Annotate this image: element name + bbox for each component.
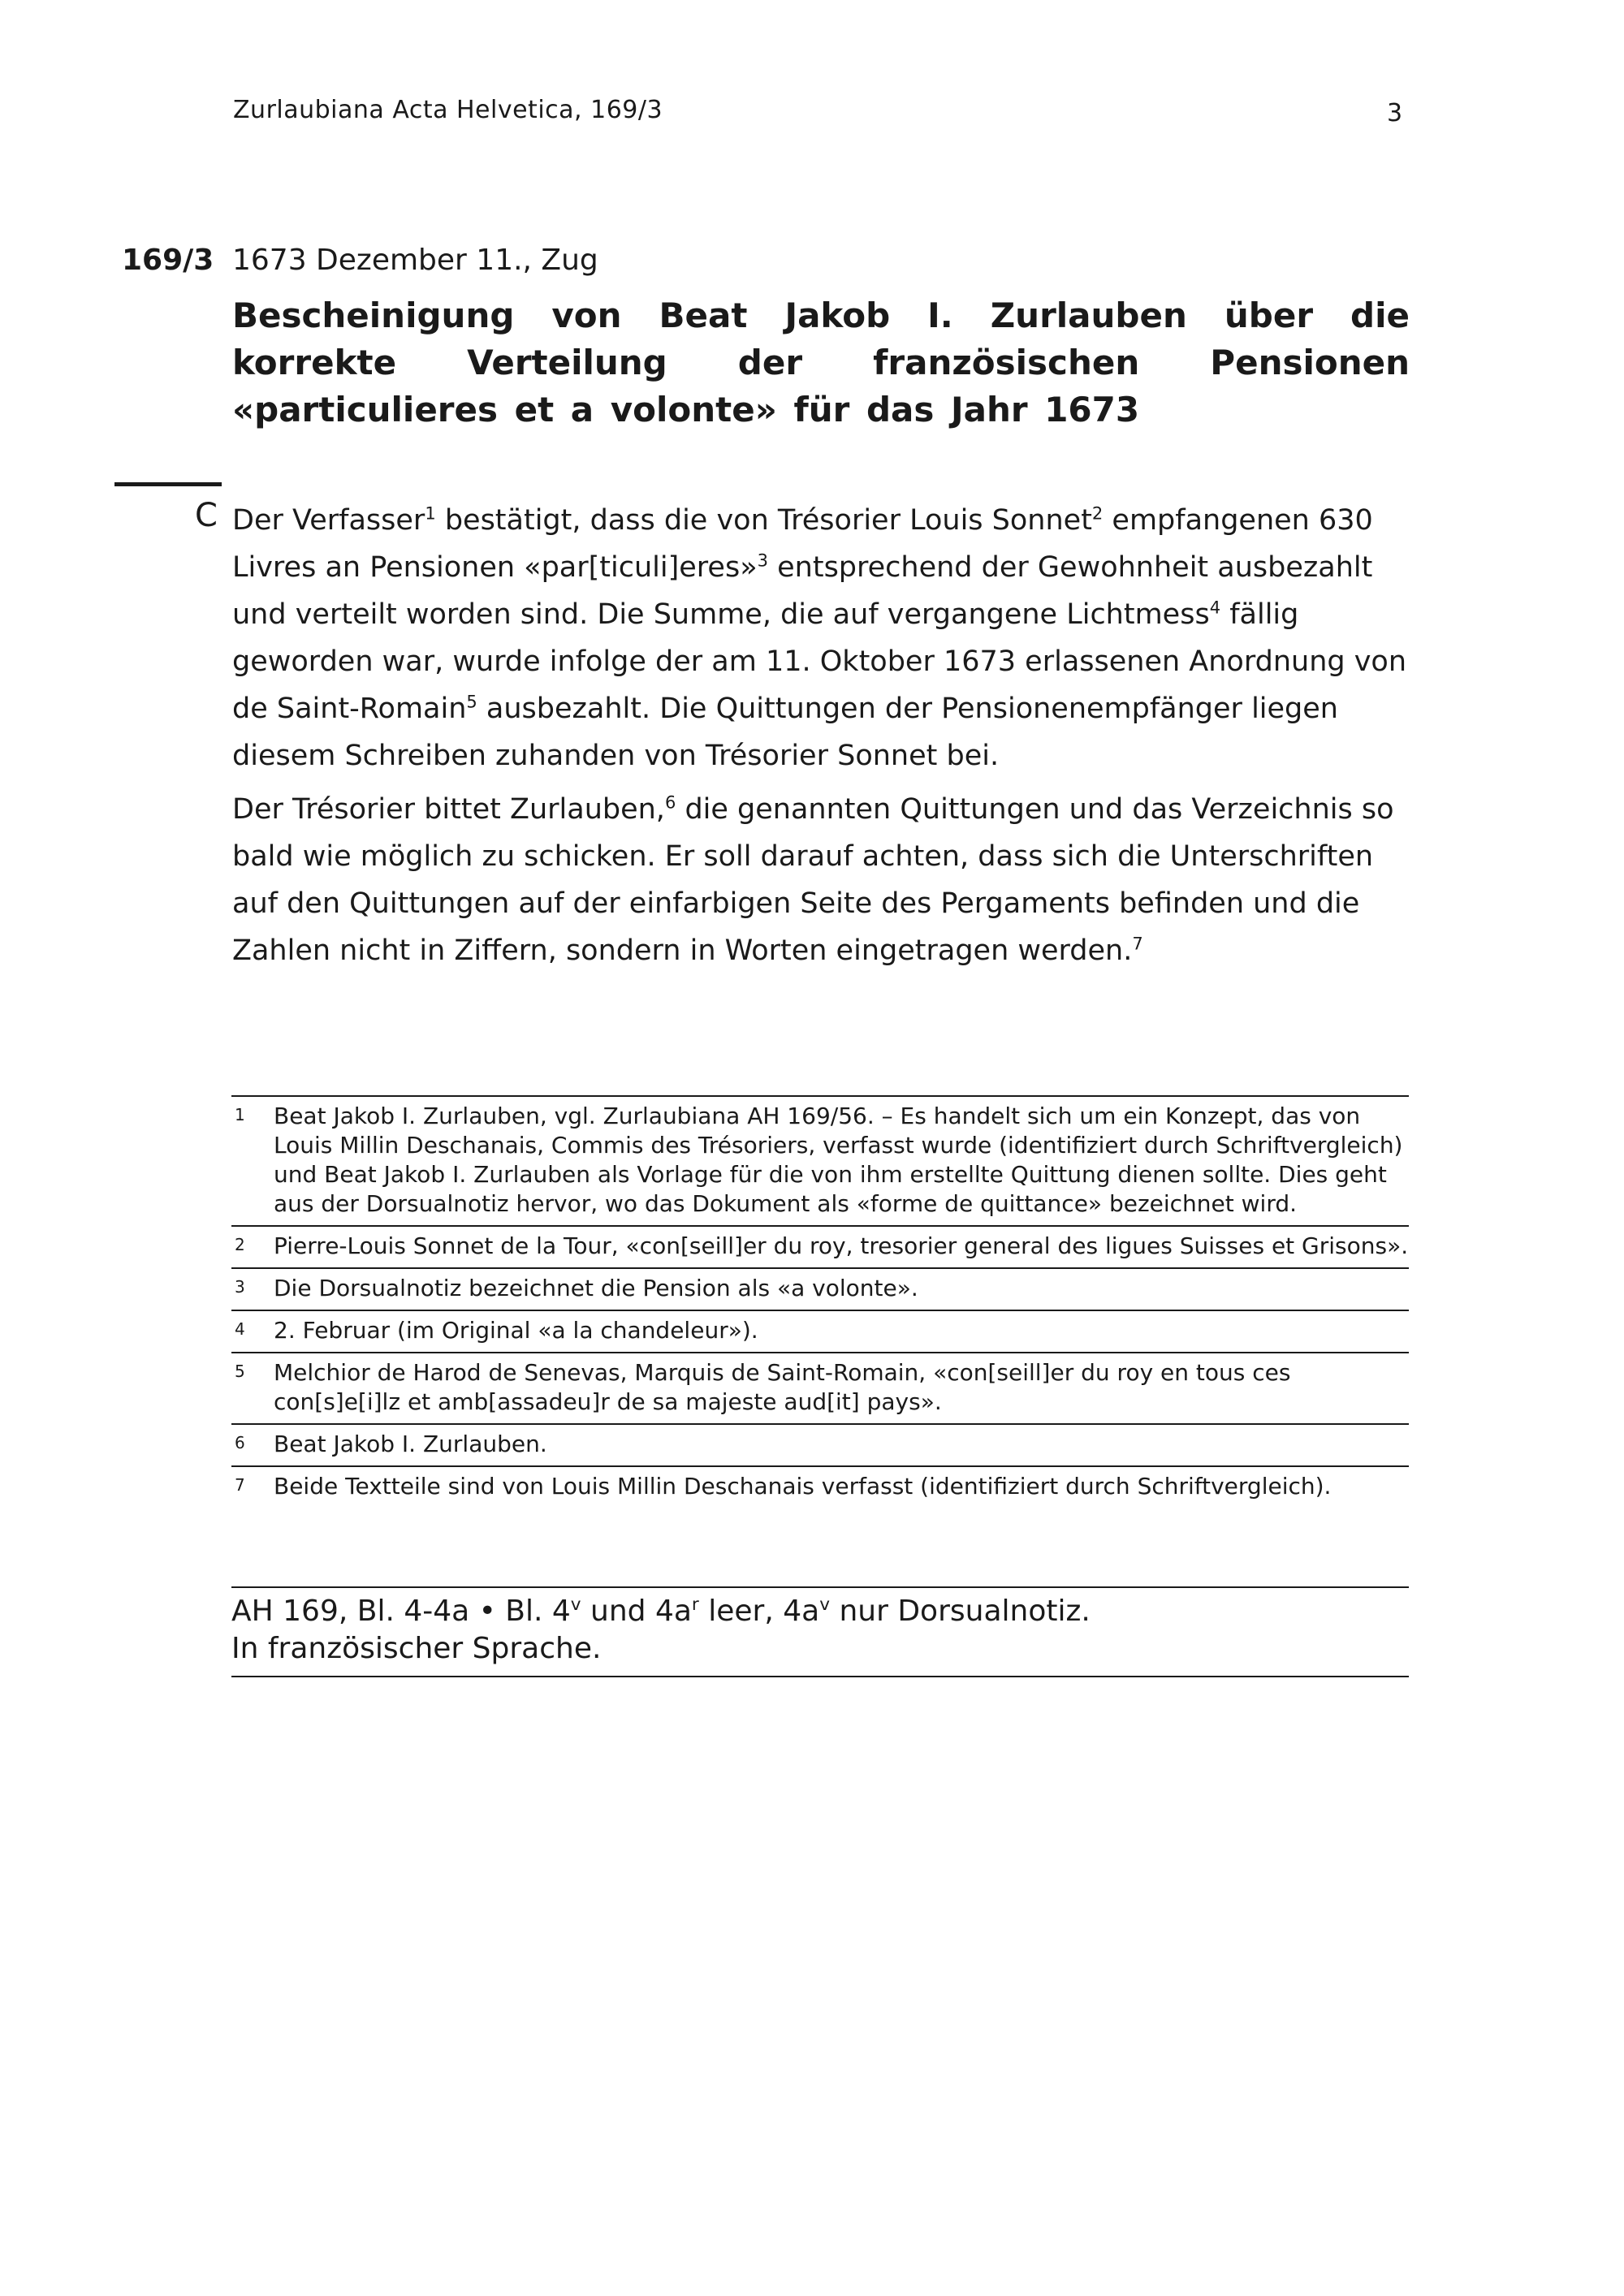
body-text-segment: fällig geworden war, wurde infolge der am 11. Oktober 1673 erlassenen Anordnung von de Saint-Romain (232, 598, 1407, 725)
footnote (231, 1352, 1409, 1423)
footnote-text: Beide Textteile sind von Louis Millin Deschanais verfasst (identifiziert durch Schriftvergleich). (274, 1473, 1332, 1500)
body-text-segment: entsprechend der Gewohnheit ausbezahlt und verteilt worden sind. Die Summe, die auf vergangene Lichtmess (232, 551, 1373, 631)
body-text-segment: bestätigt, dass die von Trésorier Louis Sonnet (435, 504, 1092, 537)
body-text-segment: ausbezahlt. Die Quittungen der Pensionenempfänger liegen diesem Schreiben zuhanden von Trésorier Sonnet bei. (232, 693, 1338, 772)
body-paragraph-2 (232, 786, 1410, 974)
footnote-number: 2 (235, 1235, 245, 1254)
entry-id: 169/3 (122, 244, 214, 277)
source-text: und 4a (581, 1595, 692, 1628)
footnote-number: 4 (235, 1319, 245, 1339)
footnote-number: 6 (235, 1433, 245, 1452)
footnote-number: 7 (235, 1475, 245, 1495)
footnote (231, 1423, 1409, 1465)
footnote-ref: 4 (1209, 598, 1221, 618)
page-number: 3 (1387, 99, 1403, 127)
footnote-number: 1 (235, 1105, 245, 1124)
source-text: leer, 4a (698, 1595, 820, 1628)
footnote-ref: 6 (664, 792, 676, 813)
footnote-text: Melchior de Harod de Senevas, Marquis de Saint-Romain, «con[seill]er du roy en tous ces con[s]e[i]lz et amb[assadeu]r de sa majeste aud[it] pays». (274, 1359, 1291, 1415)
section-rule (114, 482, 222, 486)
body-paragraph-1 (232, 497, 1410, 779)
footnote-ref: 1 (425, 503, 436, 524)
folio-side: v (570, 1595, 581, 1615)
footnote-number: 3 (235, 1277, 245, 1297)
body-text-segment: empfangenen 630 Livres an Pensionen «par[ticuli]eres» (232, 504, 1373, 584)
entry-date: 1673 Dezember 11., Zug (232, 244, 598, 277)
footnote-text: Beat Jakob I. Zurlauben, vgl. Zurlaubiana AH 169/56. – Es handelt sich um ein Konzept, das von Louis Millin Deschanais, Commis des Trésoriers, verfasst wurde (identifiziert durch Schriftvergleich) und Beat Jakob I. Zurlauben als Vorlage für die von ihm erstellte Quittung dienen sollte. Dies geht aus der Dorsualnotiz hervor, wo das Dokument als «forme de quittance» bezeichnet wird. (274, 1103, 1403, 1217)
footnote (231, 1225, 1409, 1267)
footnote (231, 1095, 1409, 1225)
body-text-segment: Der Trésorier bittet Zurlauben, (232, 793, 665, 826)
source-line-2: In französischer Sprache. (231, 1632, 602, 1665)
footnote-ref: 2 (1091, 503, 1104, 524)
running-title: Zurlaubiana Acta Helvetica, 169/3 (233, 96, 663, 124)
source-line-1 (231, 1593, 1409, 1630)
footnote-ref: 7 (1132, 934, 1143, 954)
footnote-text: Pierre-Louis Sonnet de la Tour, «con[seill]er du roy, tresorier general des ligues Suisses et Grisons». (274, 1232, 1409, 1259)
source-info (231, 1586, 1409, 1677)
source-text: AH 169, Bl. 4-4a • Bl. 4 (231, 1595, 571, 1628)
section-marker: C (195, 497, 218, 534)
footnotes (231, 1095, 1409, 1508)
folio-side: r (691, 1595, 699, 1615)
footnote-text: Die Dorsualnotiz bezeichnet die Pension als «a volonte». (274, 1275, 918, 1301)
footnote (231, 1465, 1409, 1508)
footnote-text: 2. Februar (im Original «a la chandeleur»). (274, 1317, 758, 1344)
footnote-ref: 5 (466, 692, 477, 712)
footnote-text: Beat Jakob I. Zurlauben. (274, 1431, 547, 1457)
body-text-segment: die genannten Quittungen und das Verzeichnis so bald wie möglich zu schicken. Er soll darauf achten, dass sich die Unterschriften auf den Quittungen auf der einfarbigen Seite des Pergaments befinden und die Zahlen nicht in Ziffern, sondern in Worten eingetragen werden. (232, 793, 1394, 967)
footnote (231, 1267, 1409, 1310)
source-text: nur Dorsualnotiz. (830, 1595, 1091, 1628)
body-text-segment: Der Verfasser (232, 504, 425, 537)
footnote (231, 1310, 1409, 1352)
folio-side: v (819, 1595, 830, 1615)
footnote-ref: 3 (757, 550, 768, 571)
footnote-number: 5 (235, 1362, 245, 1381)
entry-title: Bescheinigung von Beat Jakob I. Zurlauben über die korrekte Verteilung der französischen Pensionen «particulieres et a volonte» für das Jahr 1673 (232, 296, 1410, 429)
